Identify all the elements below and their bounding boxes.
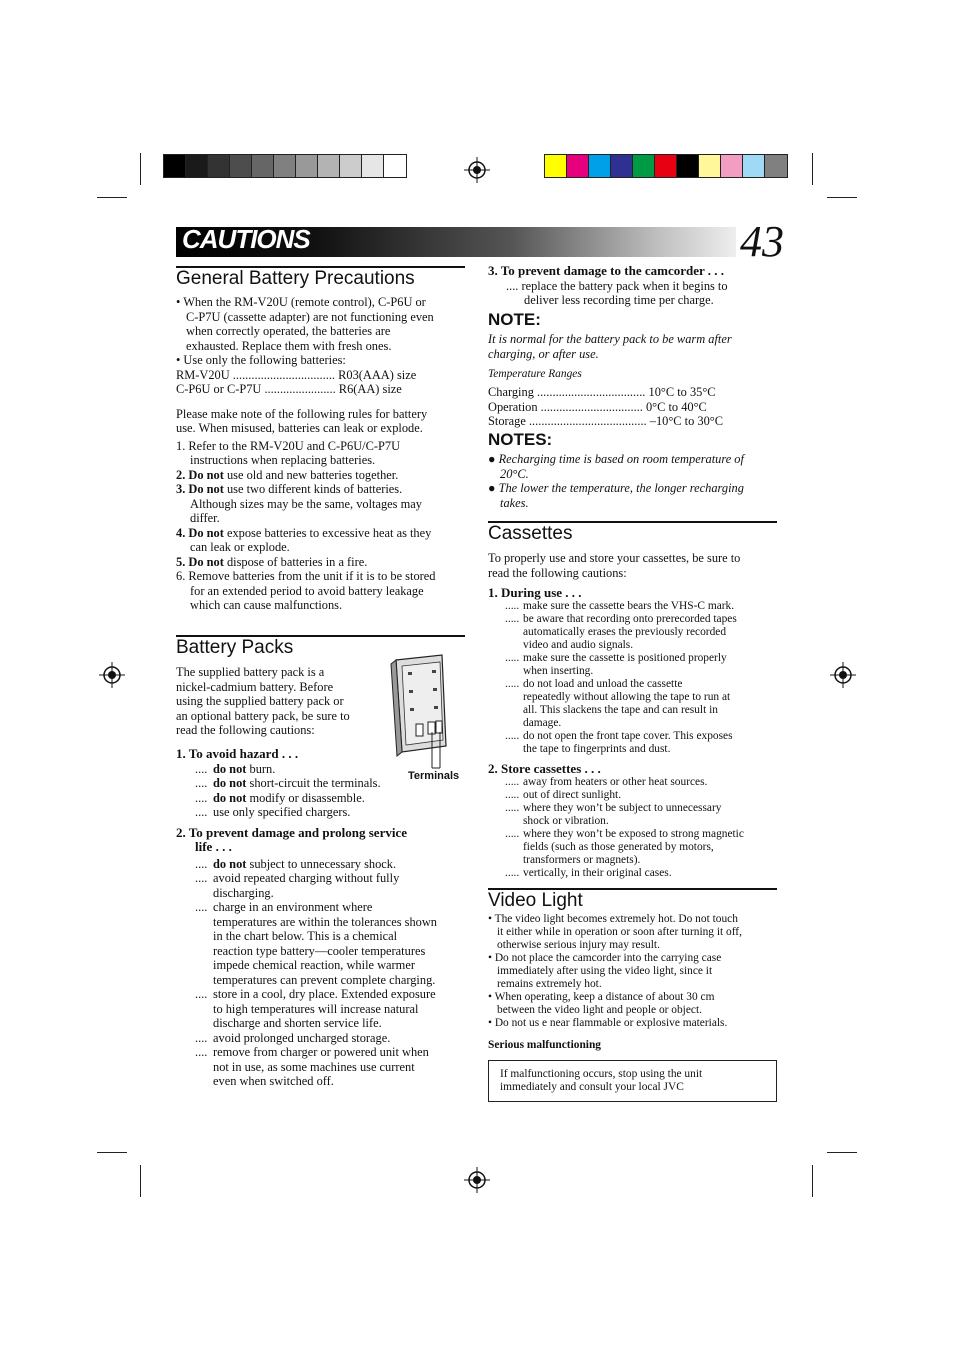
text-line: fields (such as those generated by motors,	[523, 841, 714, 853]
note-text	[488, 332, 778, 381]
color-swatch	[611, 155, 633, 177]
color-swatch	[765, 155, 787, 177]
text: make sure the cassette is positioned properly	[523, 652, 727, 664]
text-line: Although sizes may be the same, voltages may	[190, 496, 422, 511]
crop-mark	[97, 197, 127, 198]
text-line: damage.	[523, 717, 562, 729]
bold-text: 4. Do not	[176, 525, 224, 540]
text: out of direct sunlight.	[523, 789, 622, 801]
text-line: which can cause malfunctions.	[190, 598, 343, 612]
malfunction-box	[488, 1060, 777, 1102]
bold-text: 5. Do not	[176, 554, 224, 569]
text: make sure the cassette bears the VHS-C mark.	[523, 600, 735, 612]
text: use old and new batteries together.	[223, 467, 399, 482]
color-swatch	[362, 155, 384, 177]
text: avoid prolonged uncharged storage.	[213, 1030, 391, 1045]
grayscale-bar	[163, 154, 407, 178]
section-heading-general: General Battery Precautions	[176, 268, 415, 289]
text-line: repeatedly without allowing the tape to run at	[523, 691, 731, 703]
text-line: • Do not us e near flammable or explosive materials.	[488, 1017, 728, 1029]
text-line: impede chemical reaction, while warmer	[213, 958, 415, 972]
rule-item	[176, 482, 466, 497]
color-swatch	[633, 155, 655, 177]
section-heading-video-light: Video Light	[488, 890, 583, 911]
section-heading-battery-packs: Battery Packs	[176, 637, 294, 658]
crop-mark	[140, 1165, 141, 1197]
text-line: temperatures are within the tolerances shown	[213, 914, 437, 929]
color-swatch	[186, 155, 208, 177]
bold-text: do not	[213, 776, 247, 790]
color-swatch	[721, 155, 743, 177]
rule-item	[176, 555, 466, 570]
text-line: temperatures can prevent complete charging.	[213, 972, 436, 987]
camcorder-caution	[488, 264, 778, 308]
text: burn.	[246, 761, 276, 776]
battery-size-row: C-P6U or C-P7U ....................... R6(AA) size	[176, 382, 402, 396]
subheading: 1. During use . . .	[488, 585, 582, 600]
text: use only specified chargers.	[213, 805, 351, 819]
text-line: remains extremely hot.	[497, 978, 602, 990]
text-line: read the following cautions:	[176, 723, 315, 737]
text-line: for an extended period to avoid battery leakage	[190, 583, 424, 598]
text-line: ● Recharging time is based on room temperature of	[488, 452, 744, 466]
color-swatch	[677, 155, 699, 177]
text: do not load and unload the cassette	[523, 678, 683, 690]
cassettes-cautions: 1. During use . . . ..... make sure the cassette bears the VHS-C mark. ..... be aware that recording onto prerecorded tapes automatically erases the previously recorded video and audio signals. ..... make sure the cassette is positioned properly when inserting. ..... do not load and unload the cassette repeatedly without allowing the tape to run at all. This slackens the tape and can result in damage. ..... do not open the front tape cover. This exposes the tape to fingerprints and dust. 2. Store cassettes . . . ..... away from heaters or other heat sources. ..... out of direct sunlight. ..... where they won’t be subject to unnecessary shock or vibration. ..... where they won’t be exposed to strong magnetic fields (such as those generated by motors, transformers or magnets). ..... vertically, in their original cases.	[488, 586, 783, 880]
subheading: 1. To avoid hazard . . .	[176, 746, 299, 761]
text-line: an optional battery pack, be sure to	[176, 708, 350, 723]
text-line: If malfunctioning occurs, stop using the unit	[500, 1068, 703, 1080]
section-heading-cassettes: Cassettes	[488, 523, 573, 544]
text-line: immediately and consult your local JVC	[500, 1081, 684, 1093]
temperature-row: Operation ................................. 0°C to 40°C	[488, 399, 707, 414]
color-swatch	[384, 155, 406, 177]
subheading: 2. Store cassettes . . .	[488, 761, 601, 776]
notes-list	[488, 452, 778, 510]
bold-text: do not	[213, 761, 247, 776]
general-battery-text	[176, 295, 466, 613]
text: do not open the front tape cover. This exposes	[523, 730, 733, 742]
text-line: .... replace the battery pack when it begins to	[506, 278, 728, 293]
text-line: charging, or after use.	[488, 346, 599, 361]
page-number: 43	[740, 217, 784, 266]
terminals-label: Terminals	[408, 770, 460, 782]
crop-mark	[97, 1152, 127, 1153]
text: be aware that recording onto prerecorded tapes	[523, 613, 737, 625]
text-line: discharging.	[213, 885, 274, 900]
text-line: when correctly operated, the batteries are	[186, 324, 391, 338]
text-line: deliver less recording time per charge.	[524, 293, 714, 307]
color-swatch	[340, 155, 362, 177]
subheading: 2. To prevent damage and prolong service	[176, 824, 408, 840]
color-swatch	[589, 155, 611, 177]
text-line: The supplied battery pack is a	[176, 665, 325, 679]
text-line: video and audio signals.	[523, 639, 634, 651]
text: expose batteries to excessive heat as they	[223, 525, 432, 540]
battery-packs-intro	[176, 665, 376, 738]
text: vertically, in their original cases.	[523, 867, 672, 879]
registration-mark-icon	[464, 157, 490, 183]
text: remove from charger or powered unit when	[213, 1045, 429, 1059]
video-light-list	[488, 913, 783, 1030]
registration-mark-icon	[464, 1167, 490, 1193]
text-line: takes.	[500, 495, 529, 510]
text-line: • When the RM-V20U (remote control), C-P6U or	[176, 295, 426, 309]
text: where they won’t be exposed to strong magnetic	[523, 828, 744, 840]
text-line: when inserting.	[523, 665, 594, 677]
temperature-row: Storage ...................................... –10°C to 30°C	[488, 414, 724, 428]
text-line: 20°C.	[500, 466, 529, 481]
text-line: between the video light and people or object.	[497, 1004, 702, 1016]
registration-mark-icon	[830, 662, 856, 688]
rule-item	[176, 526, 466, 541]
text-line: immediately after using the video light, since it	[497, 965, 713, 977]
bold-text: 3. Do not	[176, 482, 224, 496]
text-line: ● The lower the temperature, the longer recharging	[488, 481, 744, 495]
crop-mark	[827, 1152, 857, 1153]
temperature-row: Charging ................................... 10°C to 35°C	[488, 385, 716, 399]
text-line: read the following cautions:	[488, 565, 627, 580]
color-swatch	[274, 155, 296, 177]
text: dispose of batteries in a fire.	[223, 554, 368, 569]
serious-malfunction-heading: Serious malfunctioning	[488, 1039, 601, 1051]
note-heading: NOTE:	[488, 310, 541, 329]
text-line: C-P7U (cassette adapter) are not functioning even	[186, 309, 434, 324]
text: where they won’t be subject to unnecessary	[523, 802, 722, 814]
text-line: can leak or explode.	[190, 540, 290, 554]
text-line: instructions when replacing batteries.	[190, 453, 376, 467]
color-swatch	[699, 155, 721, 177]
text-line: even when switched off.	[213, 1074, 334, 1088]
text-line: it either while in operation or soon after turning it off,	[497, 926, 742, 938]
text-line: nickel-cadmium battery. Before	[176, 679, 334, 694]
text-line: differ.	[190, 511, 220, 525]
page-title: CAUTIONS	[182, 224, 310, 254]
crop-mark	[812, 1165, 813, 1197]
cassettes-intro	[488, 551, 778, 580]
text-line: Please make note of the following rules for battery	[176, 406, 428, 421]
text-line: • When operating, keep a distance of about 30 cm	[488, 991, 715, 1003]
text: short-circuit the terminals.	[246, 776, 381, 790]
text-line: in the chart below. This is a chemical	[213, 929, 398, 943]
text-line: to high temperatures will increase natural	[213, 1001, 419, 1016]
text-line: the tape to fingerprints and dust.	[523, 743, 671, 755]
malfunction-text	[500, 1068, 702, 1094]
text-line: use. When misused, batteries can leak or explode.	[176, 421, 423, 435]
text: away from heaters or other heat sources.	[523, 776, 708, 788]
text-line: shock or vibration.	[523, 815, 609, 827]
temperature-ranges-heading: Temperature Ranges	[488, 368, 582, 380]
crop-mark	[140, 153, 141, 185]
rule-item	[176, 468, 466, 483]
bold-text: do not	[213, 856, 247, 871]
text-line: using the supplied battery pack or	[176, 694, 344, 708]
text-line: • Use only the following batteries:	[176, 353, 346, 367]
text-line: 1. Refer to the RM-V20U and C-P6U/C-P7U	[176, 438, 401, 453]
battery-packs-cautions: 1. To avoid hazard . . . .... do not burn. .... do not short-circuit the terminals. .... do not modify or disassemble. .... use only specified chargers. 2. To prevent damage and prolong service life . . . .... do not subject to unnecessary shock. .... avoid repeated charging without fully discharging. .... charge in an environment where temperatures are within the tolerances shown in the chart below. This is a chemical reaction type battery—cooler temperatures impede chemical reaction, while warmer temperatures can prevent complete charging. .... store in a cool, dry place. Extended exposure to high temperatures will increase natural discharge and shorten service life. .... avoid prolonged uncharged storage. .... remove from charger or powered unit when not in use, as some machines use current even when switched off.	[176, 747, 476, 1089]
subheading: 3. To prevent damage to the camcorder . . .	[488, 263, 725, 278]
text-line: 6. Remove batteries from the unit if it is to be stored	[176, 569, 436, 583]
color-swatch	[655, 155, 677, 177]
subheading: life . . .	[195, 839, 232, 854]
text-line: • Do not place the camcorder into the carrying case	[488, 952, 722, 964]
text-line: otherwise serious injury may result.	[497, 939, 660, 951]
text: charge in an environment where	[213, 900, 373, 914]
text-line: reaction type battery—cooler temperatures	[213, 943, 426, 958]
color-swatch	[545, 155, 567, 177]
color-swatch	[318, 155, 340, 177]
temperature-table	[488, 385, 778, 429]
text-line: transformers or magnets).	[523, 854, 641, 866]
text: use two different kinds of batteries.	[223, 482, 403, 496]
text-line: automatically erases the previously recorded	[523, 626, 727, 638]
color-swatch	[567, 155, 589, 177]
text-line: exhausted. Replace them with fresh ones.	[186, 338, 392, 353]
crop-mark	[812, 153, 813, 185]
bold-text: 2. Do not	[176, 467, 224, 482]
color-swatch	[164, 155, 186, 177]
notes-heading: NOTES:	[488, 430, 553, 449]
bold-text: do not	[213, 790, 247, 805]
text: modify or disassemble.	[246, 790, 365, 805]
color-swatch	[208, 155, 230, 177]
text-line: It is normal for the battery pack to be warm after	[488, 332, 732, 346]
color-swatch	[230, 155, 252, 177]
crop-mark	[827, 197, 857, 198]
color-swatch	[252, 155, 274, 177]
text-line: • The video light becomes extremely hot. Do not touch	[488, 913, 738, 925]
text: subject to unnecessary shock.	[246, 856, 397, 871]
text-line: not in use, as some machines use current	[213, 1059, 415, 1074]
battery-size-row: RM-V20U ................................. R03(AAA) size	[176, 367, 417, 382]
text-line: discharge and shorten service life.	[213, 1016, 382, 1030]
text-line: To properly use and store your cassettes, be sure to	[488, 551, 741, 565]
text: store in a cool, dry place. Extended exposure	[213, 987, 436, 1001]
color-swatch	[743, 155, 765, 177]
color-bar	[544, 154, 788, 178]
text-line: all. This slackens the tape and can result in	[523, 704, 718, 716]
text: avoid repeated charging without fully	[213, 871, 400, 885]
color-swatch	[296, 155, 318, 177]
registration-mark-icon	[99, 662, 125, 688]
